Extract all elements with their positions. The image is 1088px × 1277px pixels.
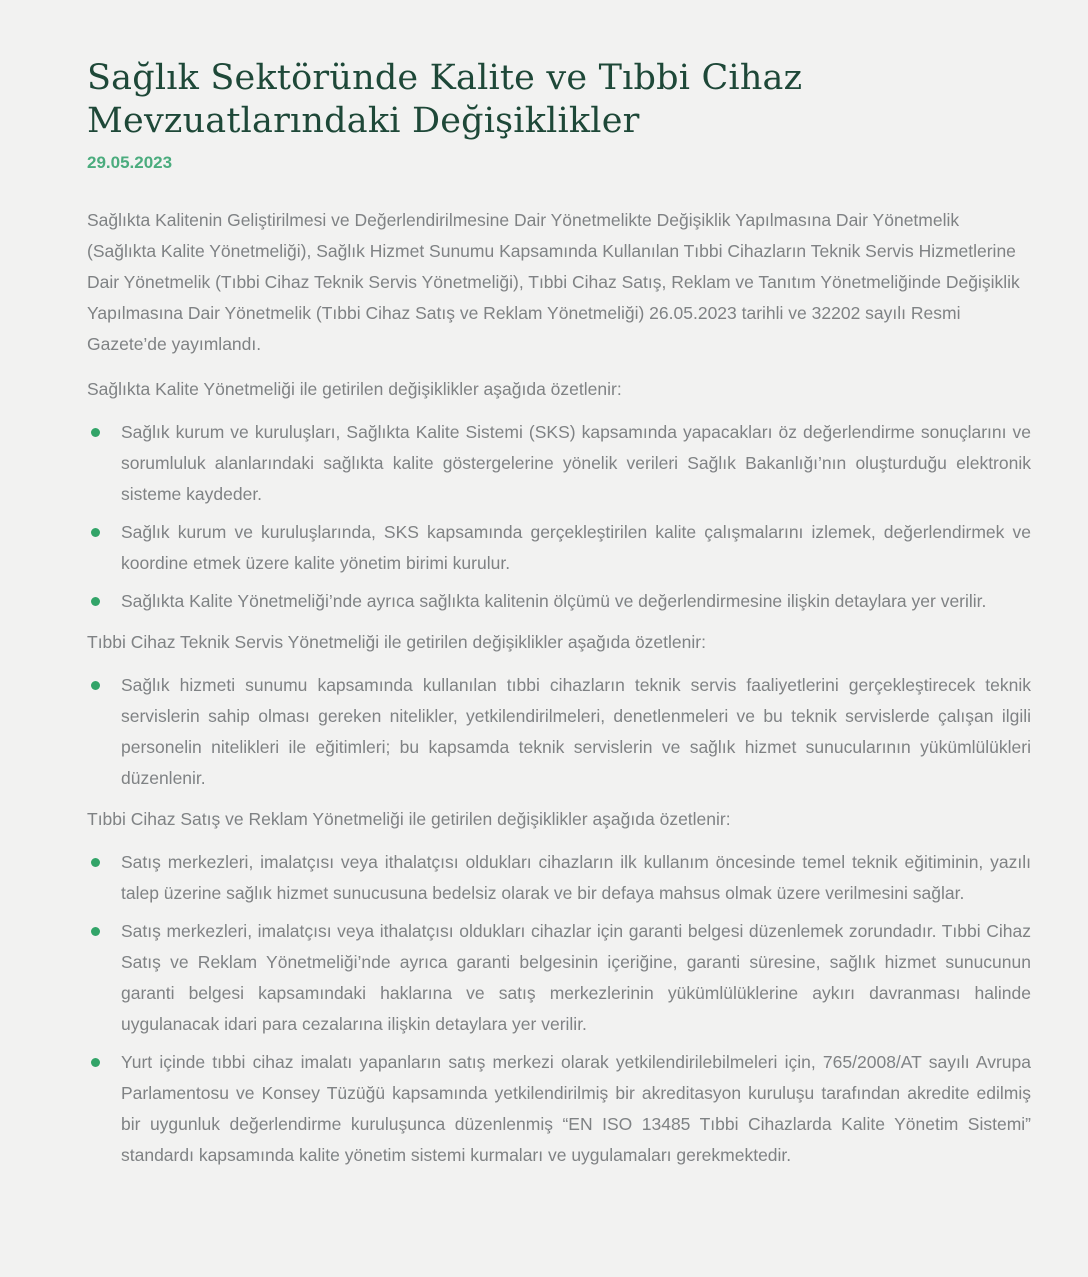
bullet-icon (91, 927, 100, 936)
bullet-icon (91, 681, 100, 690)
list-item-text: Sağlık kurum ve kuruluşları, Sağlıkta Kalite Sistemi (SKS) kapsamında yapacakları öz değerlendirme sonuçlarını ve sorumluluk alanlarındaki sağlıkta kalite göstergelerine yönelik verileri Sağlık Bakanlığı’nın oluşturduğu elektronik sisteme kaydeder. (121, 422, 1031, 504)
list-item-text: Sağlıkta Kalite Yönetmeliği’nde ayrıca sağlıkta kalitenin ölçümü ve değerlendirmesine ilişkin detaylara yer verilir. (121, 591, 987, 611)
list-item (87, 1047, 1031, 1171)
section-heading: Tıbbi Cihaz Teknik Servis Yönetmeliği ile getirilen değişiklikler aşağıda özetlenir: (87, 632, 706, 652)
bullet-list (87, 670, 1031, 794)
bullet-icon (91, 597, 100, 606)
list-item (87, 847, 1031, 909)
list-item (87, 517, 1031, 579)
list-item-text: Satış merkezleri, imalatçısı veya ithalatçısı oldukları cihazlar için garanti belgesi düzenlemek zorundadır. Tıbbi Cihaz Satış ve Reklam Yönetmeliği’nde ayrıca garanti belgesinin içeriğine, garanti süresine, sağlık hizmet sunucunun garanti belgesi kapsamındaki haklarına ve satış merkezlerinin yükümlülüklerine aykırı davranması halinde uygulanacak idari para cezalarına ilişkin detaylara yer verilir. (121, 921, 1031, 1034)
article-date: 29.05.2023 (87, 153, 173, 172)
list-item (87, 916, 1031, 1040)
section-saglikta-kalite (87, 374, 1031, 617)
bullet-icon (91, 428, 100, 437)
list-item-text: Sağlık kurum ve kuruluşlarında, SKS kapsamında gerçekleştirilen kalite çalışmalarını izlemek, değerlendirmek ve koordine etmek üzere kalite yönetim birimi kurulur. (121, 522, 1031, 573)
section-heading: Sağlıkta Kalite Yönetmeliği ile getirilen değişiklikler aşağıda özetlenir: (87, 379, 622, 399)
list-item-text: Sağlık hizmeti sunumu kapsamında kullanılan tıbbi cihazların teknik servis faaliyetlerini gerçekleştirecek teknik servislerin sahip olması gereken nitelikler, yetkilendirilmeleri, denetlenmeleri ve bu teknik servislerde çalışan ilgili personelin nitelikleri ile eğitimleri; bu kapsamda teknik servislerin ve sağlık hizmet sunucularının yükümlülükleri düzenlenir. (121, 675, 1031, 788)
list-item (87, 670, 1031, 794)
list-item (87, 417, 1031, 510)
list-item-text: Yurt içinde tıbbi cihaz imalatı yapanların satış merkezi olarak yetkilendirilebilmeleri için, 765/2008/AT sayılı Avrupa Parlamentosu ve Konsey Tüzüğü kapsamında yetkilendirilmiş bir akreditasyon kuruluşu tarafından akredite edilmiş bir uygunluk değerlendirme kuruluşunca düzenlenmiş “EN ISO 13485 Tıbbi Cihazlarda Kalite Yönetim Sistemi” standardı kapsamında kalite yönetim sistemi kurmaları ve uygulamaları gerekmektedir. (121, 1052, 1031, 1165)
list-item (87, 586, 1031, 617)
section-satis-reklam (87, 804, 1031, 1171)
intro-paragraph: Sağlıkta Kalitenin Geliştirilmesi ve Değerlendirilmesine Dair Yönetmelikte Değişiklik Yapılmasına Dair Yönetmelik (Sağlıkta Kalite Yönetmeliği), Sağlık Hizmet Sunumu Kapsamında Kullanılan Tıbbi Cihazların Teknik Servis Hizmetlerine Dair Yönetmelik (Tıbbi Cihaz Teknik Servis Yönetmeliği), Tıbbi Cihaz Satış, Reklam ve Tanıtım Yönetmeliğinde Değişiklik Yapılmasına Dair Yönetmelik (Tıbbi Cihaz Satış ve Reklam Yönetmeliği) 26.05.2023 tarihli ve 32202 sayılı Resmi Gazete’de yayımlandı. (87, 210, 1020, 354)
page-title: Sağlık Sektöründe Kalite ve Tıbbi Cihaz Mevzuatlarındaki Değişiklikler (87, 58, 803, 141)
bullet-icon (91, 858, 100, 867)
bullet-list (87, 417, 1031, 617)
bullet-icon (91, 1058, 100, 1067)
bullet-list (87, 847, 1031, 1171)
section-teknik-servis (87, 627, 1031, 794)
section-heading: Tıbbi Cihaz Satış ve Reklam Yönetmeliği ile getirilen değişiklikler aşağıda özetlenir: (87, 809, 731, 829)
list-item-text: Satış merkezleri, imalatçısı veya ithalatçısı oldukları cihazların ilk kullanım öncesinde temel teknik eğitiminin, yazılı talep üzerine sağlık hizmet sunucusuna bedelsiz olarak ve bir defaya mahsus olmak üzere verilmesini sağlar. (121, 852, 1031, 903)
bullet-icon (91, 528, 100, 537)
